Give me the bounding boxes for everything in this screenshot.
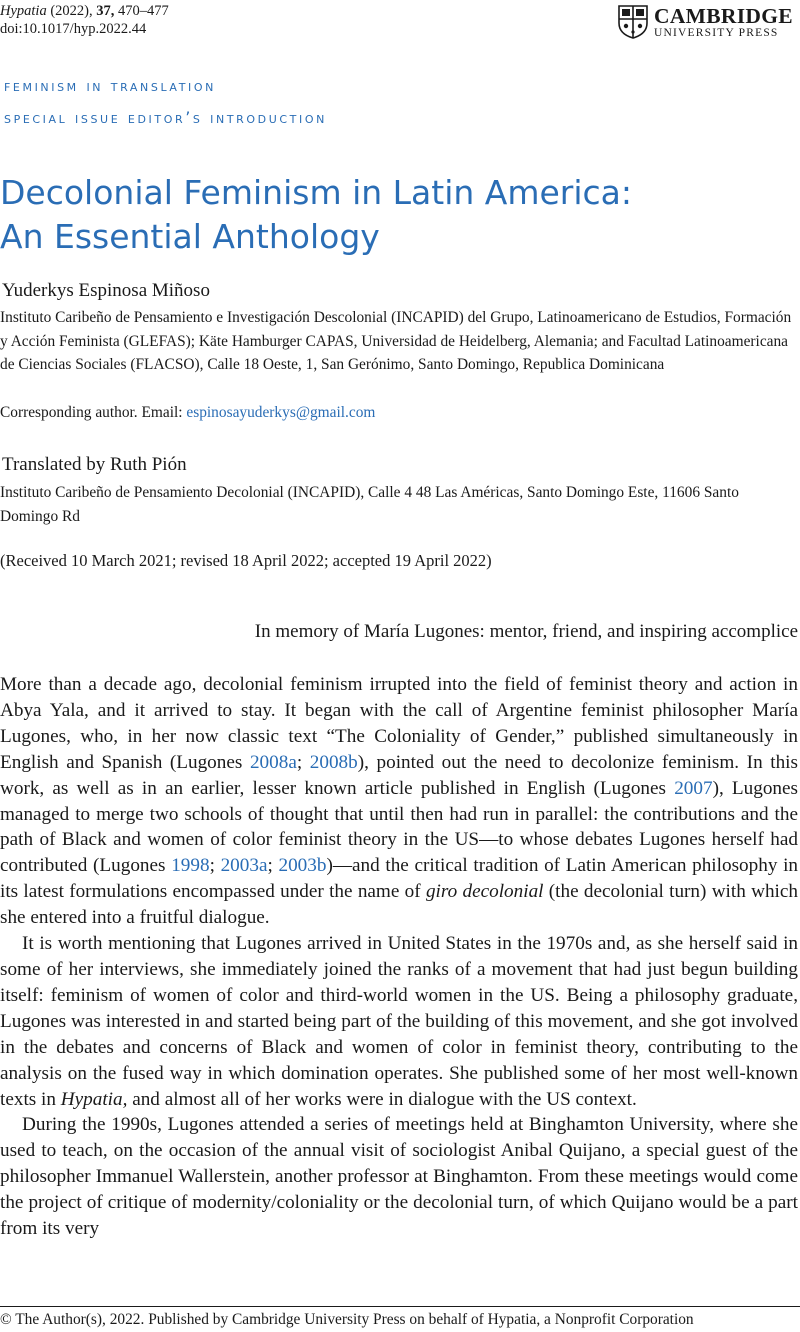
dedication: In memory of María Lugones: mentor, friend, and inspiring accomplice — [254, 621, 798, 642]
publisher-subtitle: UNIVERSITY PRESS — [654, 27, 779, 39]
translator-name: Translated by Ruth Pión — [2, 454, 187, 475]
citation-link[interactable]: 2007 — [674, 777, 713, 799]
copyright-notice: © The Author(s), 2022. Published by Cambridge University Press on behalf of Hypatia, a Nonprofit Corporation — [0, 1311, 694, 1328]
footer-divider — [0, 1306, 800, 1307]
author-affiliation: Instituto Caribeño de Pensamiento e Investigación Descolonial (INCAPID) del Grupo, Latinoamericano de Estudios, Formación y Acción Feminista (GLEFAS); Käte Hamburger CAPAS, Universidad de Heidelberg, Alemania; and Facultad Latinoamericana de Ciencias Sociales (FLACSO), Calle 18 Oeste, 1, San Gerónimo, Santo Domingo, Republica Dominicana — [0, 309, 792, 373]
journal-citation — [0, 2, 169, 38]
citation-link[interactable]: 2003b — [278, 855, 327, 877]
article-history: (Received 10 March 2021; revised 18 April 2022; accepted 19 April 2022) — [0, 551, 492, 570]
citation-link[interactable]: 2003a — [220, 855, 268, 877]
text-run: ; — [209, 855, 221, 877]
citation-link[interactable]: 1998 — [171, 855, 210, 877]
text-run: It is worth mentioning that Lugones arrived in United States in the 1970s and, as she herself said in some of her interviews, she immediately joined the ranks of a movement that had just begun building itself: feminism of women of color and third-world women in the US. Being a philosophy graduate, Lugones was interested in and started being part of the building of this movement, and she got involved in the debates and concerns of Black and women of color in feminist theory, contributing to the analysis on the fused way in which domination operates. She published some of her most well-known texts in — [0, 933, 798, 1110]
doi: doi:10.1017/hyp.2022.44 — [0, 21, 147, 37]
journal-pages: 470–477 — [118, 3, 169, 19]
text-run: ), Lugones managed to merge two schools of thought that until then had run in parallel: the contributions and the path of Black and women of color feminist theory in the US—to whose debates Lugones herself had contributed (Lugones — [0, 777, 798, 877]
article-body — [0, 672, 798, 1242]
journal-name: Hypatia — [0, 3, 47, 19]
text-run: ), pointed out the need to decolonize feminism. In this work, as well as in an earlier, lesser known article published in English (Lugones — [0, 751, 798, 799]
text-run: (the decolonial turn) with which she entered into a fruitful dialogue. — [0, 881, 798, 929]
corresponding-author — [0, 401, 375, 425]
citation-link[interactable]: 2008a — [249, 751, 297, 773]
title-line-1: Decolonial Feminism in Latin America: — [0, 173, 633, 212]
journal-volume: 37, — [96, 3, 115, 19]
paragraph-1 — [0, 672, 798, 931]
text-run: ; — [267, 855, 279, 877]
article-title — [0, 171, 790, 259]
paragraph-3 — [0, 1112, 798, 1242]
paragraph-2 — [0, 931, 798, 1112]
text-run: During the 1990s, Lugones attended a series of meetings held at Binghamton University, where she used to teach, on the occasion of the annual visit of sociologist Anibal Quijano, a special guest of the philosopher Immanuel Wallerstein, another professor at Binghamton. From these meetings would come the project of critique of modernity/coloniality or the decolonial turn, of which Quijano would be a part from its very — [0, 1114, 798, 1240]
publisher-logo — [618, 5, 794, 41]
text-run: ; — [296, 751, 310, 773]
citation-link[interactable]: 2008b — [309, 751, 358, 773]
emphasis: giro decolonial — [425, 881, 544, 903]
emphasis: Hypatia, — [60, 1088, 128, 1110]
subsection-label: special issue editor’s introduction — [4, 108, 327, 127]
publisher-name: CAMBRIDGE — [654, 4, 793, 28]
section-label: feminism in translation — [4, 76, 216, 95]
text-run: More than a decade ago, decolonial feminism irrupted into the field of feminist theory and action in Abya Yala, and it arrived to stay. It began with the call of Argentine feminist philosopher María Lugones, who, in her now classic text “The Coloniality of Gender,” published simultaneously in English and Spanish (Lugones — [0, 674, 798, 773]
title-line-2: An Essential Anthology — [0, 217, 380, 256]
university-shield-icon — [618, 5, 648, 39]
author-name: Yuderkys Espinosa Miñoso — [2, 280, 210, 301]
text-run: )—and the critical tradition of Latin American philosophy in its latest formulations encompassed under the name of — [0, 855, 798, 903]
text-run: and almost all of her works were in dialogue with the US context. — [127, 1088, 637, 1110]
journal-year: (2022), — [50, 3, 93, 19]
author-email-link[interactable]: espinosayuderkys@gmail.com — [186, 404, 376, 421]
translator-affiliation: Instituto Caribeño de Pensamiento Decolonial (INCAPID), Calle 4 48 Las Américas, Santo Domingo Este, 11606 Santo Domingo Rd — [0, 484, 739, 525]
corresponding-label: Corresponding author. Email: — [0, 404, 183, 421]
